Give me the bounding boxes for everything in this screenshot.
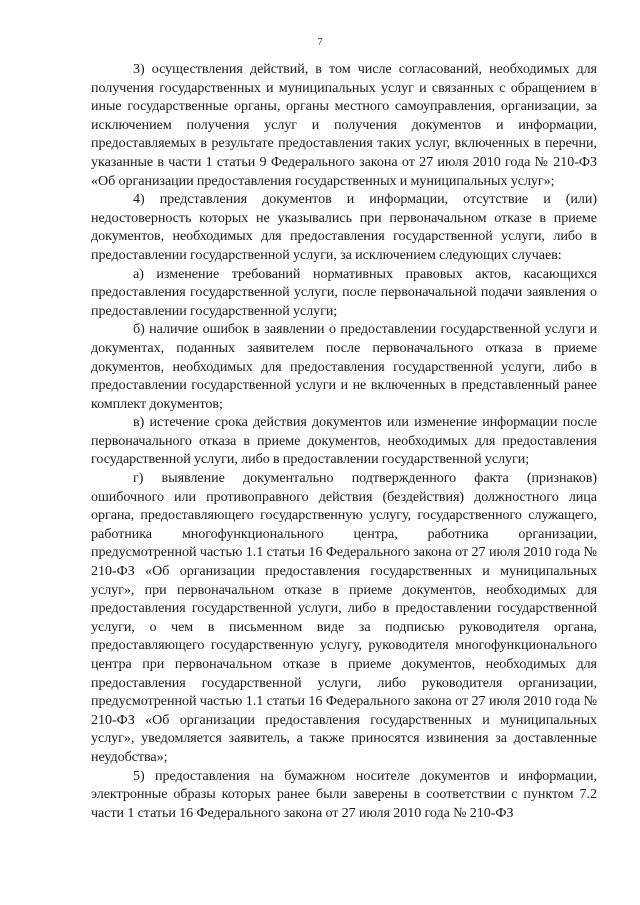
paragraph-subitem-g: г) выявление документально подтвержденного факта (признаков) ошибочного или противоправного действия (бездействия) должностного лица органа, предоставляющего государственную услугу, государственного служащего, работника многофункционального центра, работника организации, предусмотренной частью 1.1 статьи 16 Федерального закона от 27 июля 2010 года № 210-ФЗ «Об организации предоставления государственных и муниципальных услуг», при первоначальном отказе в приеме документов, необходимых для предоставления государственной услуги, либо в предоставлении государственной услуги, о чем в письменном виде за подписью руководителя органа, предоставляющего государственную услугу, руководителя многофункционального центра при первоначальном отказе в приеме документов, необходимых для предоставления государственной услуги, либо руководителя организации, предусмотренной частью 1.1 статьи 16 Федерального закона от 27 июля 2010 года № 210-ФЗ «Об организации предоставления государственных и муниципальных услуг», уведомляется заявитель, а также приносятся извинения за доставленные неудобства»; xyxy=(91,470,597,765)
document-body xyxy=(91,60,597,822)
paragraph-subitem-v: в) истечение срока действия документов или изменение информации после первоначального отказа в приеме документов, необходимых для предоставления государственной услуги, либо в предоставлении государственной услуги; xyxy=(91,414,597,468)
paragraph-subitem-b: б) наличие ошибок в заявлении о предоставлении государственной услуги и документах, поданных заявителем после первоначального отказа в приеме документов, необходимых для предоставления государственной услуги, либо в предоставлении государственной услуги и не включенных в представленный ранее комплект документов; xyxy=(91,321,597,412)
paragraph-subitem-a: а) изменение требований нормативных правовых актов, касающихся предоставления государственной услуги, после первоначальной подачи заявления о предоставлении государственной услуги; xyxy=(91,265,597,319)
page-number: 7 xyxy=(317,36,323,48)
paragraph-item-5: 5) предоставления на бумажном носителе документов и информации, электронные образы которых ранее были заверены в соответствии с пунктом 7.2 части 1 статьи 16 Федерального закона от 27 июля 2010 года № 210-ФЗ xyxy=(91,767,597,821)
paragraph-item-4: 4) представления документов и информации, отсутствие и (или) недостоверность которых не указывались при первоначальном отказе в приеме документов, необходимых для предоставления государственной услуги, либо в предоставлении государственной услуги, за исключением следующих случаев: xyxy=(91,191,597,263)
paragraph-item-3: 3) осуществления действий, в том числе согласований, необходимых для получения государственных и муниципальных услуг и связанных с обращением в иные государственные органы, органы местного самоуправления, организации, за исключением получения услуг и получения документов и информации, предоставляемых в результате предоставления таких услуг, включенных в перечни, указанные в части 1 статьи 9 Федерального закона от 27 июля 2010 года № 210-ФЗ «Об организации предоставления государственных и муниципальных услуг»; xyxy=(91,61,597,189)
